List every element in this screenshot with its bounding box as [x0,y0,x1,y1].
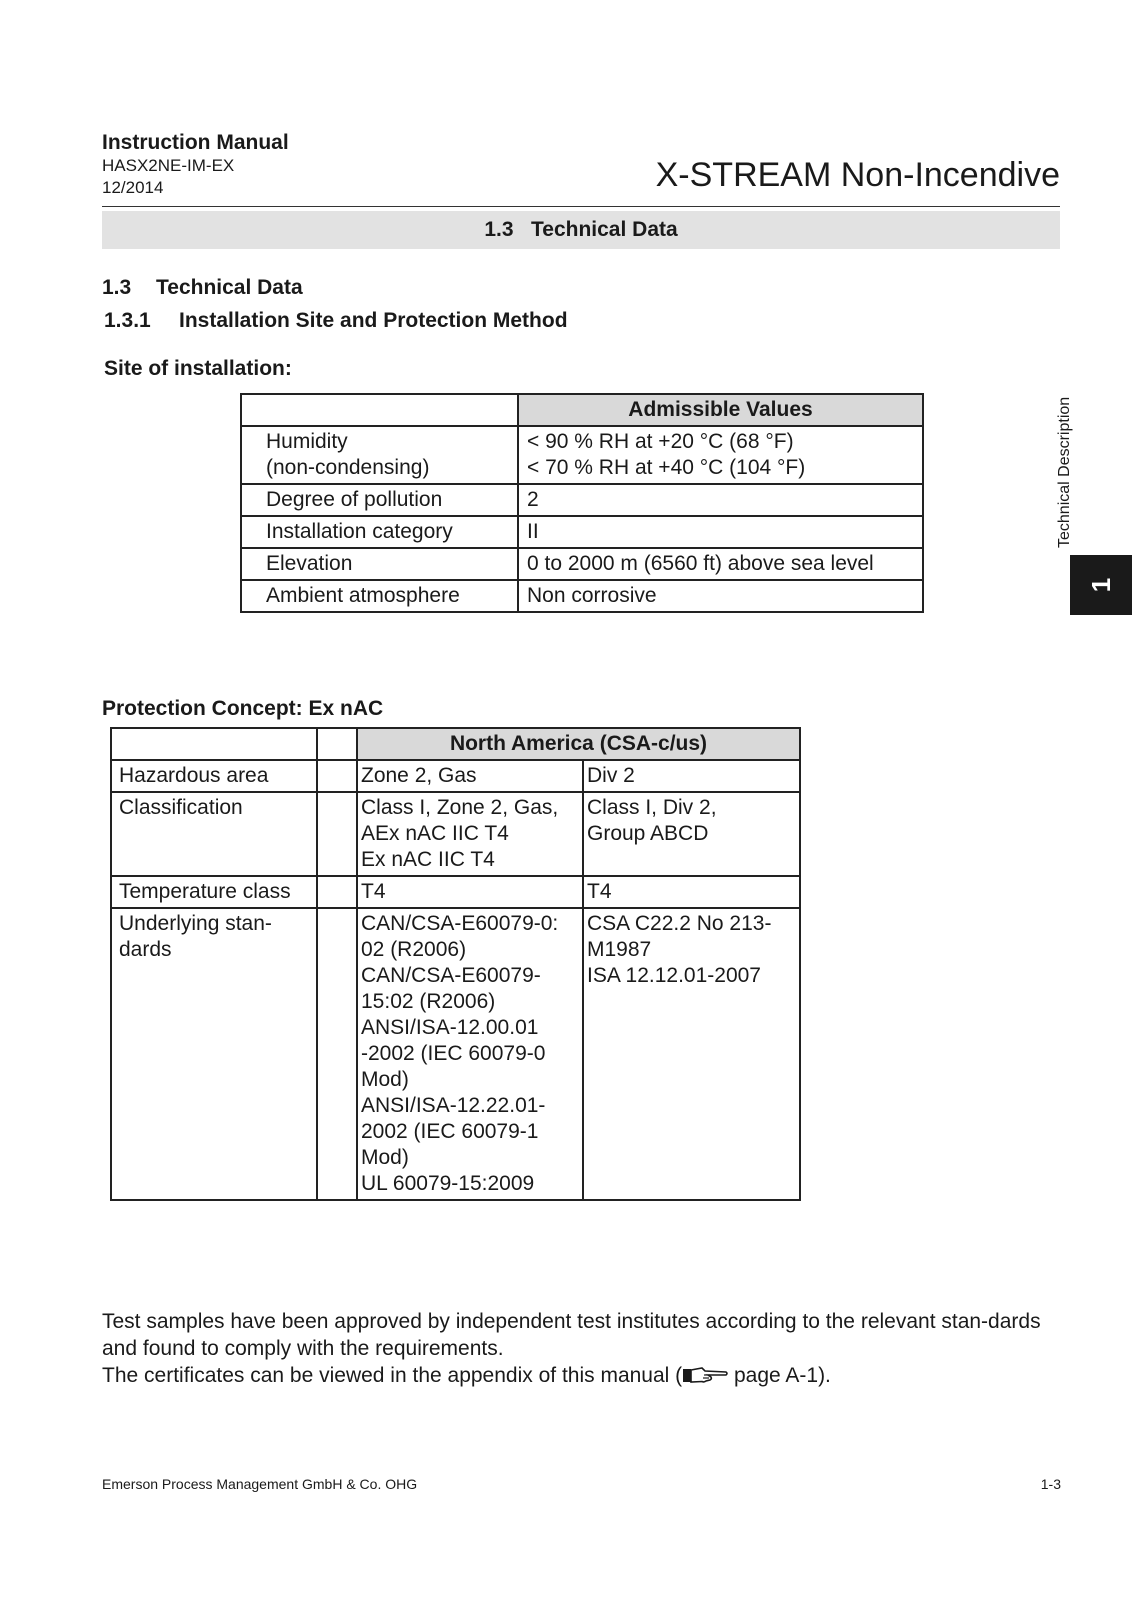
div-cell-line: Class I, Div 2, [587,796,717,819]
div-cell-line: ISA 12.12.01-2007 [587,964,761,987]
subsection-title: Installation Site and Protection Method [179,309,568,332]
certification-note [102,1308,1062,1389]
protection-param-cell: Hazardous area [111,760,317,792]
zone-cell-line: ANSI/ISA-12.22.01-2002 (IEC 60079-1 Mod) [361,1094,546,1169]
zone-cell-line: Ex nAC IIC T4 [361,848,495,871]
manual-title: Instruction Manual [102,131,289,154]
zone-cell [357,908,583,1200]
side-tab-label: Technical Description [1056,396,1073,548]
zone-cell [357,792,583,876]
protection-header-cell: North America (CSA-c/us) [357,728,800,760]
section-title: Technical Data [156,276,303,299]
site-value-line: II [527,520,539,543]
site-param-line: Humidity [266,430,348,453]
protection-table [110,727,801,1201]
protection-param-cell: Classification [111,792,317,876]
table-row [241,484,923,516]
note-page-ref[interactable]: page A-1). [728,1364,831,1387]
zone-cell-line: T4 [361,880,386,903]
note-paragraph-2 [102,1362,1062,1389]
site-param-cell [241,516,518,548]
header-rule [102,206,1060,207]
site-value-cell [518,580,923,612]
site-param-line: Elevation [266,552,353,575]
table-cell [317,908,357,1200]
div-cell [583,908,800,1200]
site-value-line: 0 to 2000 m (6560 ft) above sea level [527,552,874,575]
site-value-line: < 90 % RH at +20 °C (68 °F) [527,430,794,453]
site-param-cell [241,426,518,484]
protection-param-cell: Temperature class [111,876,317,908]
table-row [111,760,800,792]
site-param-cell [241,484,518,516]
section-heading [102,276,303,300]
table-row [111,792,800,876]
footer-company: Emerson Process Management GmbH & Co. OHG [102,1476,418,1492]
site-value-line: Non corrosive [527,584,657,607]
site-value-line: < 70 % RH at +40 °C (104 °F) [527,456,806,479]
site-header-cell: Admissible Values [518,394,923,426]
site-param-line: Degree of pollution [266,488,443,511]
zone-cell-line: ANSI/ISA-12.00.01 -2002 (IEC 60079-0 Mod) [361,1016,546,1091]
div-cell-line: T4 [587,880,612,903]
product-name: X-STREAM Non-Incendive [655,156,1060,194]
doc-date: 12/2014 [102,178,164,197]
div-cell [583,876,800,908]
div-cell-line: Group ABCD [587,822,709,845]
protection-table-body [111,760,800,1200]
zone-cell-line: Class I, Zone 2, Gas, [361,796,559,819]
zone-cell-line: Zone 2, Gas [361,764,477,787]
table-cell [317,728,357,760]
site-value-cell [518,548,923,580]
site-value-cell [518,484,923,516]
table-row [111,876,800,908]
site-param-line: Ambient atmosphere [266,584,460,607]
note-text: The certificates can be viewed in the appendix of this manual ( [102,1364,683,1387]
table-header-row [241,394,923,426]
zone-cell-line: CAN/CSA-E60079-15:02 (R2006) [361,964,541,1013]
section-band: 1.3 Technical Data [102,211,1060,249]
subsection-number: 1.3.1 [104,309,151,332]
section-number: 1.3 [102,276,132,299]
table-row [241,516,923,548]
zone-cell-line: UL 60079-15:2009 [361,1172,535,1195]
table-row [241,580,923,612]
zone-cell [357,760,583,792]
protection-label: Protection Concept: Ex nAC [102,697,384,720]
table-row [241,426,923,484]
site-value-cell [518,516,923,548]
table-cell [241,394,518,426]
site-param-cell [241,548,518,580]
note-paragraph-1: Test samples have been approved by independent test institutes according to the relevant stan-dards and found to comply with the requirements. [102,1310,1041,1360]
site-table [240,393,924,613]
table-cell [317,876,357,908]
chapter-tab [1070,555,1132,615]
div-cell-line: CSA C22.2 No 213-M1987 [587,912,772,961]
table-cell [111,728,317,760]
site-value-line: 2 [527,488,539,511]
site-label: Site of installation: [104,357,292,380]
doc-number: HASX2NE-IM-EX [102,156,235,175]
pointing-hand-icon [682,1366,728,1384]
table-row [111,908,800,1200]
table-cell [317,760,357,792]
table-cell [317,792,357,876]
div-cell [583,792,800,876]
site-table-body [241,426,923,612]
zone-cell-line: CAN/CSA-E60079-0: 02 (R2006) [361,912,559,961]
zone-cell-line: AEx nAC IIC T4 [361,822,509,845]
table-header-row [111,728,800,760]
div-cell-line: Div 2 [587,764,635,787]
table-row [241,548,923,580]
site-param-cell [241,580,518,612]
site-param-line: (non-condensing) [266,456,430,479]
chapter-number: 1 [1086,577,1116,593]
subsection-heading [104,309,568,333]
div-cell [583,760,800,792]
site-param-line: Installation category [266,520,453,543]
zone-cell [357,876,583,908]
page-number: 1-3 [1040,1476,1061,1492]
site-value-cell [518,426,923,484]
protection-param-cell: Underlying stan-dards [111,908,317,1200]
